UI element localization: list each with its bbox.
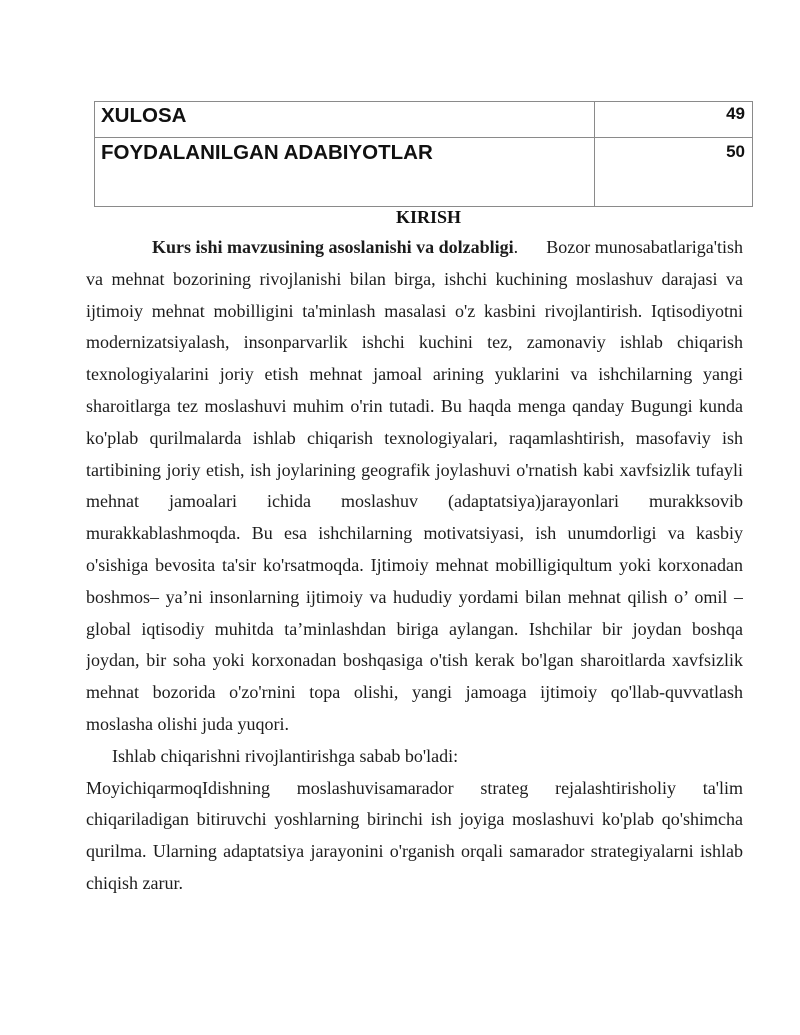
lead-rest-text: Bozor munosabatlariga'tish [546,237,743,257]
body-line: Ishlab chiqarishni rivojlantirishga sabab bo'ladi: [112,745,459,766]
lead-group [152,232,518,264]
body-line: va mehnat bozorining rivojlanishi bilan birga, ishchi kuchining moslashuv darajasi va [86,268,743,289]
body-line: chiqish zarur. [86,872,183,893]
body-line: mehnat jamoalari ichida moslashuv (adaptatsiya)jarayonlari murakksovib [86,491,743,512]
body-line: chiqariladigan bitiruvchi yoshlarning birinchi ish joyiga moslashuvi ko'plab qo'shimcha [86,809,743,830]
body-line: MoyichiqarmoqIdishning moslashuvisamarador strateg rejalashtirisholiy ta'lim [86,777,743,798]
contents-row [95,137,752,206]
body-line [86,232,743,264]
contents-table [94,101,753,207]
body-line: texnologiyalarini joriy etish mehnat jamoal arining yuklarini va ishchilarning yangi [86,364,743,385]
contents-entry-page: 49 [726,104,745,123]
body-line: joydan, bir soha yoki korxonadan boshqasiga o'tish kerak bo'lgan sharoitlarda xavfsizlik [86,650,743,671]
body-line: ko'plab qurilmalarda ishlab chiqarish texnologiyalari, raqamlashtirish, masofaviy ish [86,427,743,448]
contents-entry-page: 50 [726,142,745,161]
body-line: murakkablashmoqda. Bu esa ishchilarning motivatsiyasi, ish unumdorligi va kasbiy [86,523,743,544]
contents-row [95,102,752,137]
document-body [86,232,743,900]
contents-entry-title: XULOSA [95,102,595,137]
body-line: o'sishiga bevosita ta'sir ko'rsatmoqda. Ijtimoiy mehnat mobilligiqultum yoki korxonadan [86,554,743,575]
body-line: sharoitlarga tez moslashuvi muhim o'rin tutadi. Bu haqda menga qanday Bugungi kunda [86,395,743,416]
body-line: modernizatsiyalash, insonparvarlik ishchi kuchini tez, zamonaviy ishlab chiqarish [86,332,743,353]
body-line: tartibining joriy etish, ish joylarining geografik joylashuvi o'rnatish kabi xavfsizlik tufayli [86,459,743,480]
contents-entry-title: FOYDALANILGAN ADABIYOTLAR [95,138,595,206]
body-line: ijtimoiy mehnat mobilligini ta'minlash masalasi o'z kasbini rivojlantirish. Iqtisodiyotni [86,300,743,321]
body-line: qurilma. Ularning adaptatsiya jarayonini o'rganish orqali samarador strategiyalarni ishlab [86,841,743,862]
body-line: boshmos– ya’ni insonlarning ijtimoiy va hududiy yordami bilan mehnat qilish o’ omil – [86,586,743,607]
body-line: global iqtisodiy muhitda ta’minlashdan biriga aylangan. Ishchilar bir joydan boshqa [86,618,743,639]
section-heading: KIRISH [395,207,462,227]
lead-punctuation: . [513,237,519,257]
body-line: moslasha olishi juda yuqori. [86,713,289,734]
lead-bold-text: Kurs ishi mavzusining asoslanishi va dolzabligi [152,237,514,257]
body-line: mehnat bozorida o'zo'rnini topa olishi, yangi jamoaga ijtimoiy qo'llab-quvvatlash [86,682,743,703]
